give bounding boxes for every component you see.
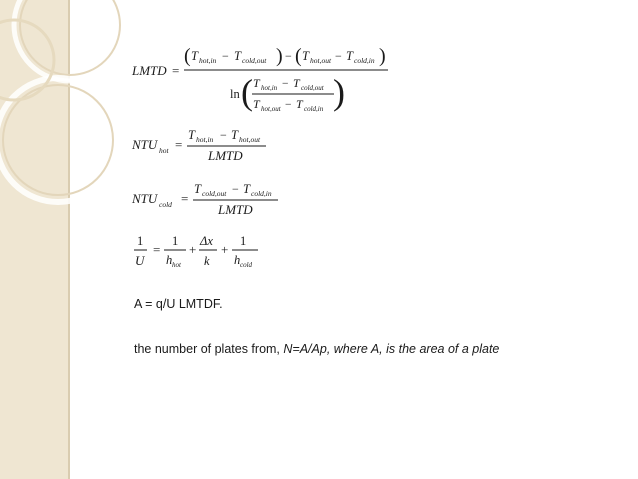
- sub-cold-out: cold,out: [202, 189, 227, 198]
- u-equation: [134, 232, 274, 276]
- ntu-cold-sub: cold: [159, 200, 172, 209]
- one: 1: [137, 234, 144, 248]
- t-symbol: T: [293, 76, 300, 90]
- ntu-hot-equation: [132, 127, 302, 171]
- t-symbol: T: [231, 128, 238, 142]
- sub-hot-in: hot,in: [261, 84, 278, 92]
- plates-prefix: the number of plates from,: [134, 342, 284, 356]
- sub-hot: hot: [172, 261, 181, 269]
- t-symbol: T: [234, 49, 241, 63]
- ln-symbol: ln: [230, 87, 240, 101]
- t-symbol: T: [302, 49, 309, 63]
- ntu-hot-sub: hot: [159, 146, 169, 155]
- minus-sign: −: [285, 49, 292, 63]
- paren-open-1: (: [184, 45, 191, 67]
- plus-sign: +: [189, 242, 197, 257]
- plates-line: [134, 342, 499, 356]
- minus-sign: −: [222, 49, 229, 63]
- sub-cold-in: cold,in: [354, 56, 375, 65]
- lmtd-equals: =: [172, 63, 180, 78]
- delta-x: Δx: [200, 234, 213, 248]
- area-line: A = q/U LMTDF.: [134, 297, 223, 311]
- paren-close-1: ): [276, 45, 283, 67]
- t-symbol: T: [191, 49, 198, 63]
- sub-hot-in: hot,in: [199, 56, 217, 65]
- t-symbol: T: [243, 182, 250, 196]
- plates-formula: N=A/Ap, where A, is the area of a plate: [283, 342, 500, 356]
- t-symbol: T: [194, 182, 201, 196]
- u-equals: =: [153, 242, 161, 257]
- lmtd-lhs: LMTD: [132, 63, 167, 78]
- ntu-cold-equation: [132, 181, 302, 225]
- h-symbol: h: [234, 253, 241, 267]
- sub-hot-out: hot,out: [261, 105, 281, 113]
- sub-hot-out: hot,out: [310, 56, 332, 65]
- lmtd-equation: [132, 42, 402, 121]
- paren-open-2: (: [295, 45, 302, 67]
- minus-sign: −: [285, 99, 292, 111]
- sub-cold-out: cold,out: [242, 56, 267, 65]
- h-symbol: h: [166, 253, 173, 267]
- plus-sign: +: [221, 242, 229, 257]
- ntu-hot-equals: =: [175, 137, 183, 152]
- ntu-cold-den: LMTD: [218, 202, 253, 217]
- t-symbol: T: [253, 97, 260, 111]
- sub-hot-in: hot,in: [196, 135, 214, 144]
- k-symbol: k: [204, 254, 210, 268]
- t-symbol: T: [188, 128, 195, 142]
- sub-cold-out: cold,out: [301, 84, 324, 92]
- ntu-hot-den: LMTD: [208, 148, 243, 163]
- sub-cold: cold: [240, 261, 253, 269]
- ntu-cold-equals: =: [181, 191, 189, 206]
- minus-sign: −: [282, 78, 289, 90]
- t-symbol: T: [346, 49, 353, 63]
- big-paren-close: ): [333, 72, 345, 112]
- sub-cold-in: cold,in: [304, 105, 324, 113]
- sub-hot-out: hot,out: [239, 135, 261, 144]
- decorative-rings: [0, 0, 140, 479]
- minus-sign: −: [232, 182, 239, 196]
- t-symbol: T: [296, 97, 303, 111]
- one: 1: [240, 234, 247, 248]
- one: 1: [172, 234, 179, 248]
- ntu-cold-lhs: NTU: [132, 191, 158, 206]
- minus-sign: −: [220, 128, 227, 142]
- big-paren-open: (: [241, 72, 253, 112]
- minus-sign: −: [335, 49, 342, 63]
- t-symbol: T: [253, 76, 260, 90]
- u-symbol: U: [135, 253, 145, 268]
- sub-cold-in: cold,in: [251, 189, 272, 198]
- paren-close-2: ): [379, 45, 386, 67]
- ntu-hot-lhs: NTU: [132, 137, 158, 152]
